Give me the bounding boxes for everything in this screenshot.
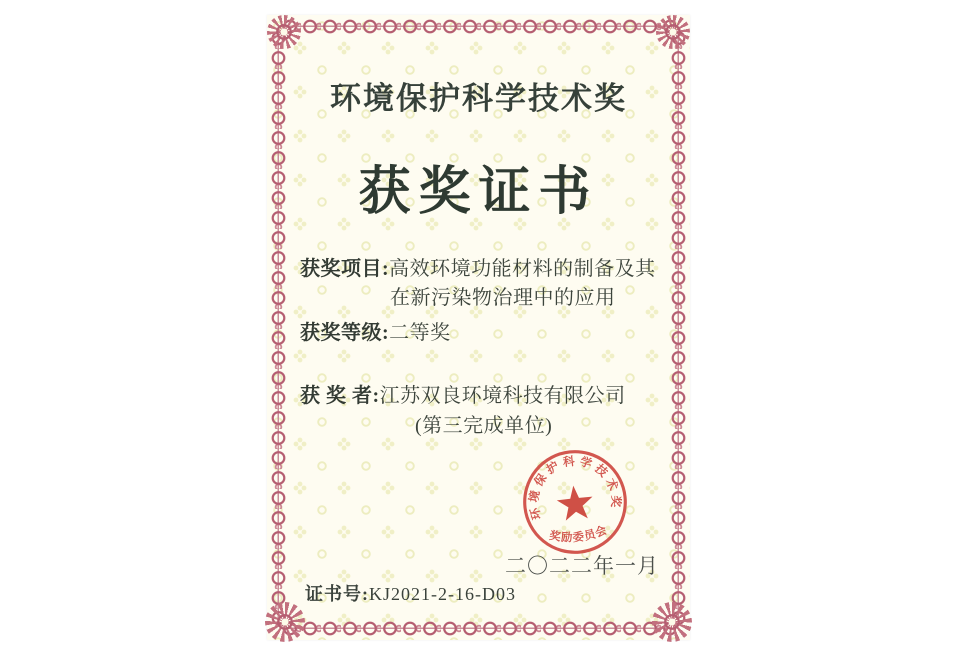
grade-label: 获奖等级: — [300, 322, 390, 344]
border-top — [281, 18, 676, 35]
seal-graphic — [515, 442, 636, 563]
field-winner — [300, 379, 626, 408]
corner-rosette-icon — [265, 602, 305, 642]
seal-bottom-text: 奖励委员会 — [548, 522, 610, 545]
certificate-number-label: 证书号: — [305, 584, 369, 604]
issue-date: 二〇二二年一月 — [505, 554, 659, 578]
certificate-main-title: 获奖证书 — [358, 161, 599, 222]
award-title: 环境保护科学技术奖 — [330, 81, 627, 117]
border-bottom — [281, 620, 676, 637]
official-seal — [515, 442, 636, 563]
corner-rosette-icon — [267, 15, 301, 49]
field-project-line2 — [390, 281, 616, 310]
project-value-line2: 在新污染物治理中的应用 — [390, 287, 616, 309]
border-left — [270, 29, 287, 626]
winner-note: (第三完成单位) — [415, 415, 553, 437]
corner-rosette-icon — [656, 15, 690, 49]
corner-rosette-icon — [652, 602, 692, 642]
svg-text:奖励委员会 — [547, 522, 610, 547]
border-right — [670, 29, 687, 626]
project-label: 获奖项目: — [300, 258, 390, 280]
winner-value: 江苏双良环境科技有限公司 — [379, 385, 626, 407]
certificate — [267, 15, 690, 640]
field-project-line1 — [300, 252, 656, 281]
project-value-line1: 高效环境功能材料的制备及其 — [389, 258, 656, 280]
field-winner-note — [415, 409, 552, 438]
certificate-number — [305, 580, 516, 606]
winner-label: 获 奖 者: — [300, 385, 380, 407]
certificate-number-value: KJ2021-2-16-D03 — [369, 584, 516, 604]
red-star-icon — [555, 484, 594, 522]
seal-arc-text: 环境保护科学技术奖 — [526, 453, 624, 522]
field-grade — [300, 316, 451, 345]
grade-value: 二等奖 — [389, 322, 451, 344]
